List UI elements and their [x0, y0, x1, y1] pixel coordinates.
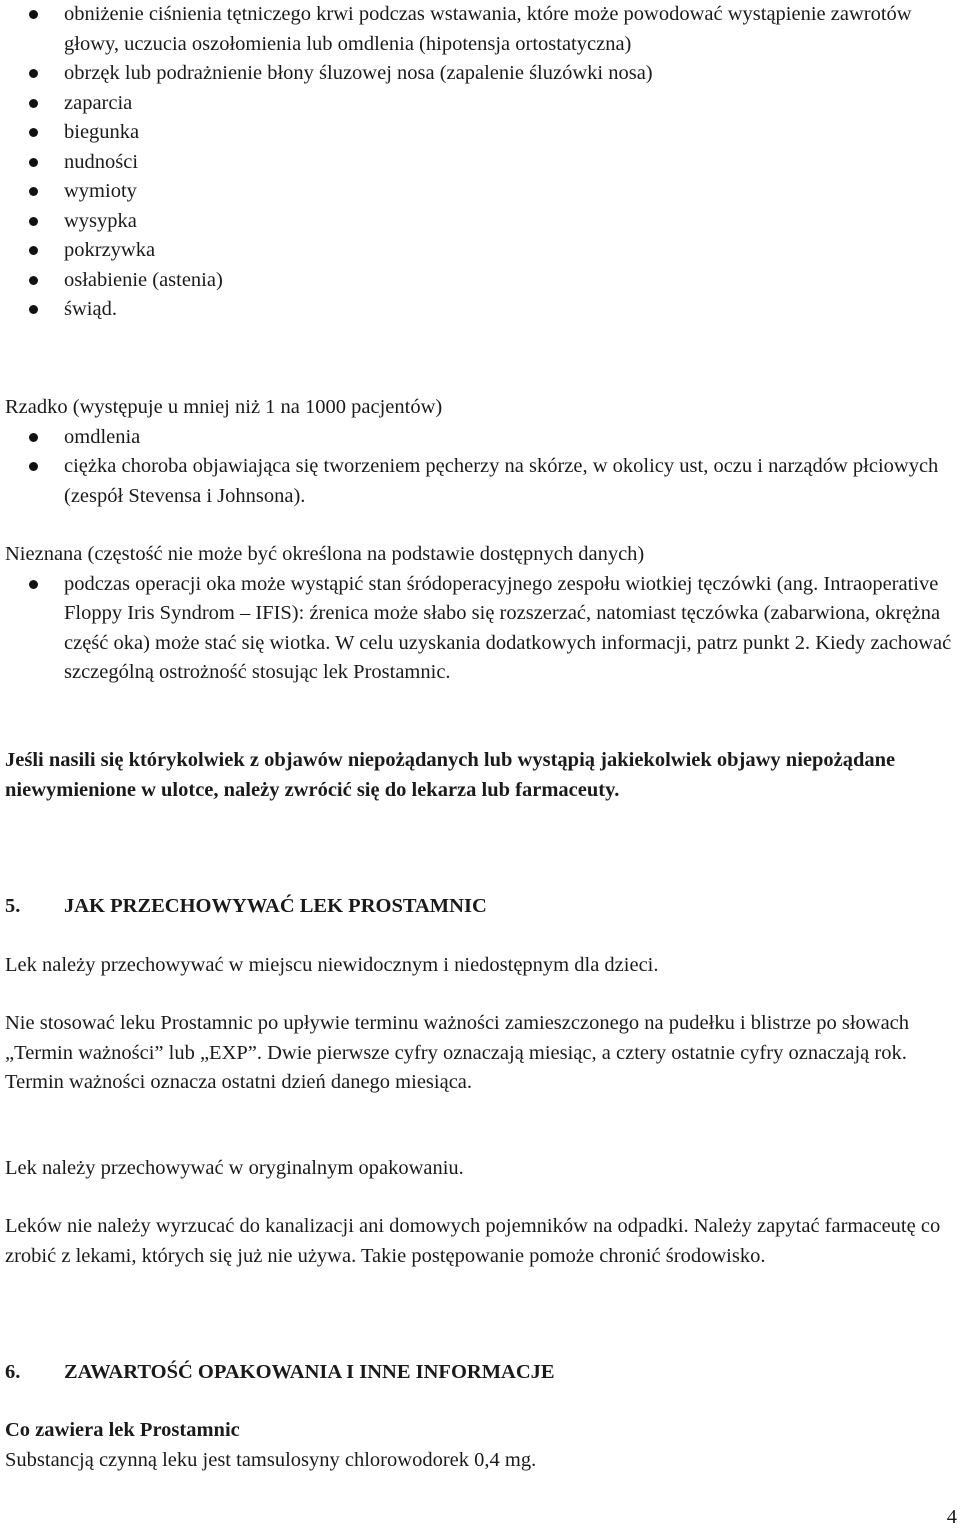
unknown-frequency-side-effects: [5, 540, 955, 688]
list-item: wysypka: [5, 207, 955, 237]
list-item: obniżenie ciśnienia tętniczego krwi podczas wstawania, które może powodować wystąpienie zawrotów głowy, uczucia oszołomienia lub omdlenia (hipotensja ortostatyczna): [5, 0, 955, 59]
list-item: obrzęk lub podrażnienie błony śluzowej nosa (zapalenie śluzówki nosa): [5, 59, 955, 89]
warning-text: Jeśli nasili się którykolwiek z objawów niepożądanych lub wystąpią jakiekolwiek objawy niepożądane niewymienione w ulotce, należy zwrócić się do lekarza lub farmaceuty.: [5, 749, 896, 801]
list-item: biegunka: [5, 118, 955, 148]
list-item: omdlenia: [5, 423, 955, 453]
section-5: [5, 892, 955, 922]
packaging-paragraph: [5, 1154, 955, 1184]
contents-block: [5, 1416, 955, 1475]
rare-side-effects: [5, 393, 955, 511]
section-5-heading: [5, 892, 955, 922]
section-title: JAK PRZECHOWYWAĆ LEK PROSTAMNIC: [64, 895, 487, 917]
section-number: 5.: [5, 895, 21, 917]
list-item: zaparcia: [5, 89, 955, 119]
section-6: [5, 1358, 955, 1388]
expiry-paragraph: [5, 1009, 955, 1098]
side-effects-warning: [5, 746, 955, 805]
section-title: ZAWARTOŚĆ OPAKOWANIA I INNE INFORMACJE: [64, 1361, 555, 1383]
section-6-heading: [5, 1358, 955, 1388]
list-item: nudności: [5, 148, 955, 178]
list-item: podczas operacji oka może wystąpić stan śródoperacyjnego zespołu wiotkiej tęczówki (ang. Intraoperative Floppy Iris Syndrom – IFIS): źrenica może słabo się rozszerzać, natomiast tęczówka (zabarwiona, okrężna część oka) może stać się wiotka. W celu uzyskania dodatkowych informacji, patrz punkt 2. Kiedy zachować szczególną ostrożność stosując lek Prostamnic.: [5, 570, 955, 688]
list-item: pokrzywka: [5, 236, 955, 266]
list-item: ciężka choroba objawiająca się tworzeniem pęcherzy na skórze, w okolicy ust, oczu i narządów płciowych (zespół Stevensa i Johnsona).: [5, 452, 955, 511]
page-number: 4: [946, 1506, 957, 1528]
paragraph: Lek należy przechowywać w miejscu niewidocznym i niedostępnym dla dzieci.: [5, 954, 659, 976]
list-item: wymioty: [5, 177, 955, 207]
list-item: osłabienie (astenia): [5, 266, 955, 296]
list-item: świąd.: [5, 295, 955, 325]
paragraph: Leków nie należy wyrzucać do kanalizacji ani domowych pojemników na odpadki. Należy zapytać farmaceutę co zrobić z lekami, których się już nie używa. Takie postępowanie pomoże chronić środowisko.: [5, 1215, 941, 1267]
frequency-heading-unknown: Nieznana (częstość nie może być określona na podstawie dostępnych danych): [5, 543, 645, 565]
common-side-effects-list: [5, 0, 955, 325]
paragraph: Substancją czynną leku jest tamsulosyny chlorowodorek 0,4 mg.: [5, 1448, 537, 1471]
paragraph: Nie stosować leku Prostamnic po upływie terminu ważności zamieszczonego na pudełku i blistrze po słowach „Termin ważności” lub „EXP”. Dwie pierwsze cyfry oznaczają miesiąc, a cztery ostatnie cyfry oznaczają rok. Termin ważności oznacza ostatni dzień danego miesiąca.: [5, 1012, 910, 1093]
subheading: Co zawiera lek Prostamnic: [5, 1419, 240, 1441]
paragraph: Lek należy przechowywać w oryginalnym opakowaniu.: [5, 1157, 464, 1179]
storage-paragraph: [5, 951, 955, 981]
disposal-paragraph: [5, 1212, 955, 1271]
section-number: 6.: [5, 1361, 21, 1383]
frequency-heading-rare: Rzadko (występuje u mniej niż 1 na 1000 pacjentów): [5, 396, 443, 418]
